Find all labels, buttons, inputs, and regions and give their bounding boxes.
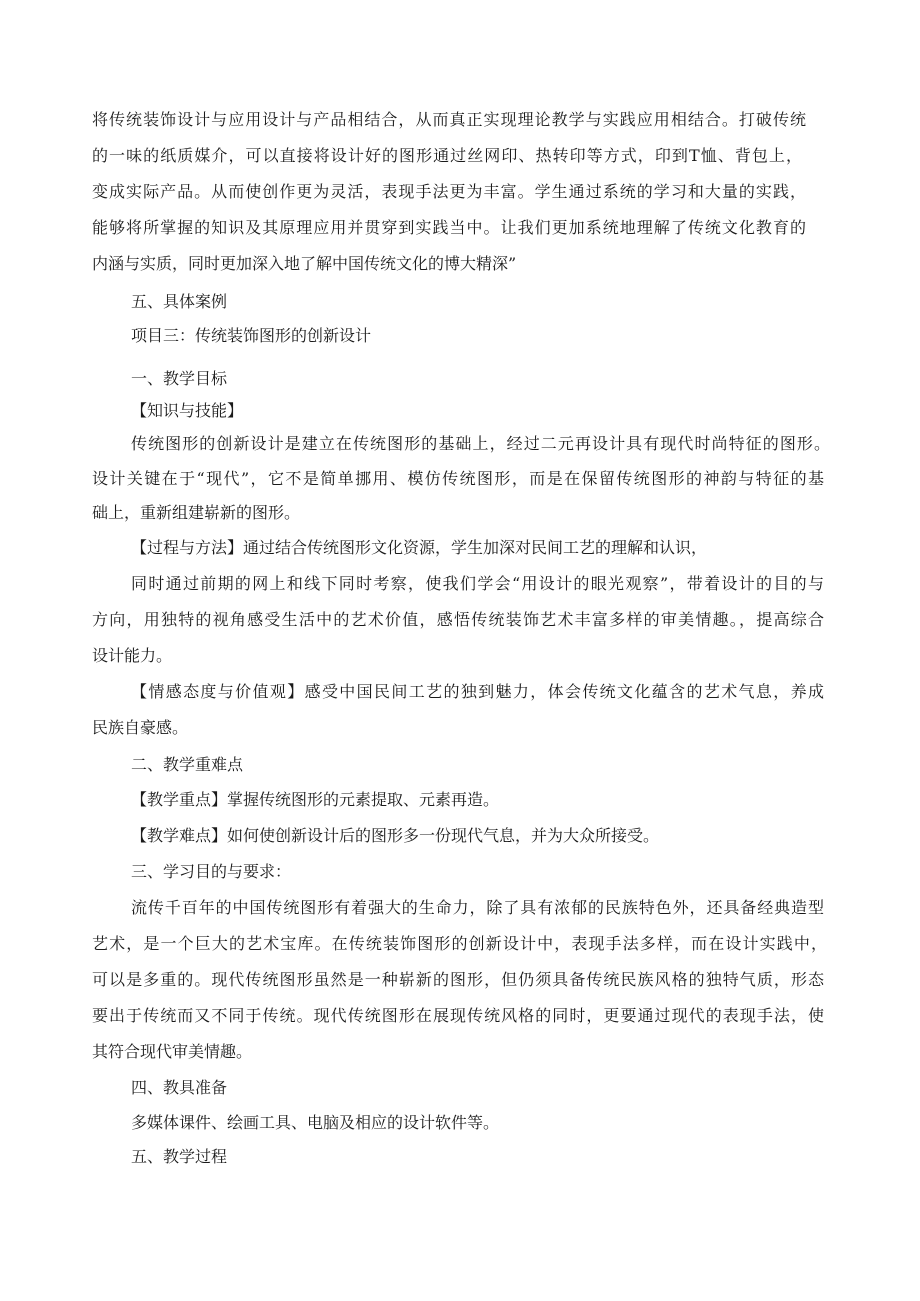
intro-line-5: 内涵与实质，同时更加深入地了解中国传统文化的博大精深” (92, 254, 517, 273)
purpose-line-4: 要出于传统而又不同于传统。现代传统图形在展现传统风格的同时，更要通过现代的表现手法，使 (92, 1006, 824, 1025)
knowledge-label: 【知识与技能】 (131, 401, 244, 420)
purpose-line-3: 可以是多重的。现代传统图形虽然是一种崭新的图形，但仍须具备传统民族风格的独特气质，形态 (92, 970, 824, 989)
intro-line-4: 能够将所掌握的知识及其原理应用并贯穿到实践当中。让我们更加系统地理解了传统文化教育的 (92, 218, 806, 237)
purpose-heading: 三、学习目的与要求： (131, 862, 292, 881)
intro-line-2: 的一味的纸质媒介，可以直接将设计好的图形通过丝网印、热转印等方式，印到T恤、背包上， (92, 146, 802, 165)
teaching-focus: 【教学重点】掌握传统图形的元素提取、元素再造。 (131, 790, 500, 809)
process-line-3: 设计能力。 (92, 646, 173, 665)
process-line-1: 同时通过前期的网上和线下同时考察，使我们学会“用设计的眼光观察”，带着设计的目的与 (131, 574, 824, 593)
teaching-difficulty: 【教学难点】如何使创新设计后的图形多一份现代气息，并为大众所接受。 (131, 826, 660, 845)
section-heading-cases: 五、具体案例 (131, 292, 228, 311)
knowledge-line-2: 设计关键在于“现代”，它不是简单挪用、模仿传统图形，而是在保留传统图形的神韵与特征的基 (92, 469, 824, 488)
knowledge-line-1: 传统图形的创新设计是建立在传统图形的基础上，经过二元再设计具有现代时尚特征的图形。 (131, 434, 830, 453)
process-method-line: 【过程与方法】通过结合传统图形文化资源，学生加深对民间工艺的理解和认识， (131, 538, 708, 557)
purpose-line-1: 流传千百年的中国传统图形有着强大的生命力，除了具有浓郁的民族特色外，还具备经典造型 (131, 898, 824, 917)
intro-line-1: 将传统装饰设计与应用设计与产品相结合，从而真正实现理论教学与实践应用相结合。打破传统 (92, 110, 806, 129)
intro-line-3: 变成实际产品。从而使创作更为灵活，表现手法更为丰富。学生通过系统的学习和大量的实践， (92, 182, 806, 201)
purpose-line-2: 艺术，是一个巨大的艺术宝库。在传统装饰图形的创新设计中，表现手法多样，而在设计实践中， (92, 934, 827, 953)
keypoints-heading: 二、教学重难点 (131, 755, 244, 774)
tools-heading: 四、教具准备 (131, 1078, 228, 1097)
process-line-2: 方向，用独特的视角感受生活中的艺术价值，感悟传统装饰艺术丰富多样的审美情趣。，提高综合 (92, 610, 824, 629)
process-heading: 五、教学过程 (131, 1147, 228, 1166)
tools-text: 多媒体课件、绘画工具、电脑及相应的设计软件等。 (131, 1113, 500, 1132)
goals-heading: 一、教学目标 (131, 369, 228, 388)
emotion-line-1: 【情感态度与价值观】感受中国民间工艺的独到魅力，体会传统文化蕴含的艺术气息，养成 (131, 682, 824, 701)
emotion-line-2: 民族自豪感。 (92, 718, 189, 737)
purpose-line-5: 其符合现代审美情趣。 (92, 1042, 253, 1061)
knowledge-line-3: 础上，重新组建崭新的图形。 (92, 503, 301, 522)
project-title: 项目三：传统装饰图形的创新设计 (131, 326, 372, 345)
